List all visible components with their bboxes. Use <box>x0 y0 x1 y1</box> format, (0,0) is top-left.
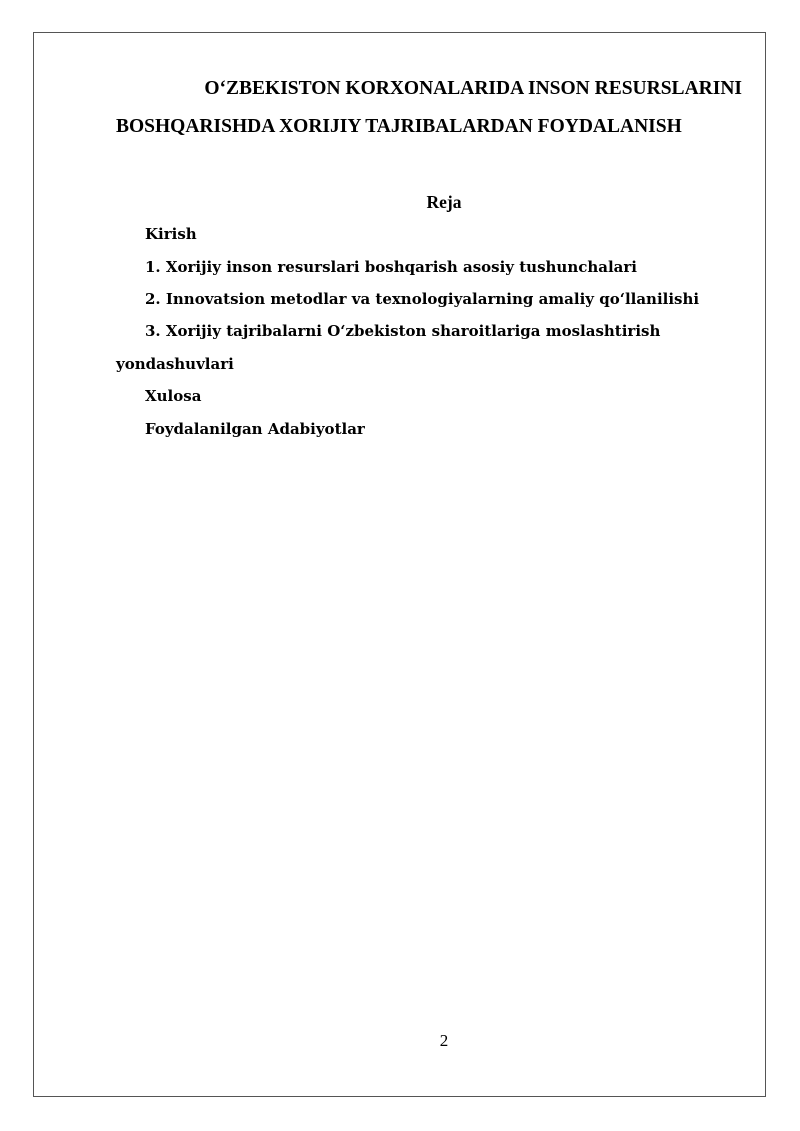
toc-item-1: 1. Xorijiy inson resurslari boshqarish asosiy tushunchalari <box>145 258 638 276</box>
toc-item-intro: Kirish <box>145 225 197 243</box>
toc-item-3-line-1: 3. Xorijiy tajribalarni O‘zbekiston sharoitlariga moslashtirish <box>145 322 661 340</box>
document-title-line-1: O‘ZBEKISTON KORXONALARIDA INSON RESURSLARINI <box>204 78 742 99</box>
page-number: 2 <box>439 1031 449 1050</box>
toc-item-2: 2. Innovatsion metodlar va texnologiyalarning amaliy qo‘llanilishi <box>145 290 700 308</box>
toc-item-references: Foydalanilgan Adabiyotlar <box>145 420 365 438</box>
document-title-line-2: BOSHQARISHDA XORIJIY TAJRIBALARDAN FOYDALANISH <box>116 116 682 137</box>
plan-heading: Reja <box>426 192 462 212</box>
toc-item-conclusion: Xulosa <box>145 387 202 405</box>
toc-item-3-line-2: yondashuvlari <box>116 355 234 373</box>
